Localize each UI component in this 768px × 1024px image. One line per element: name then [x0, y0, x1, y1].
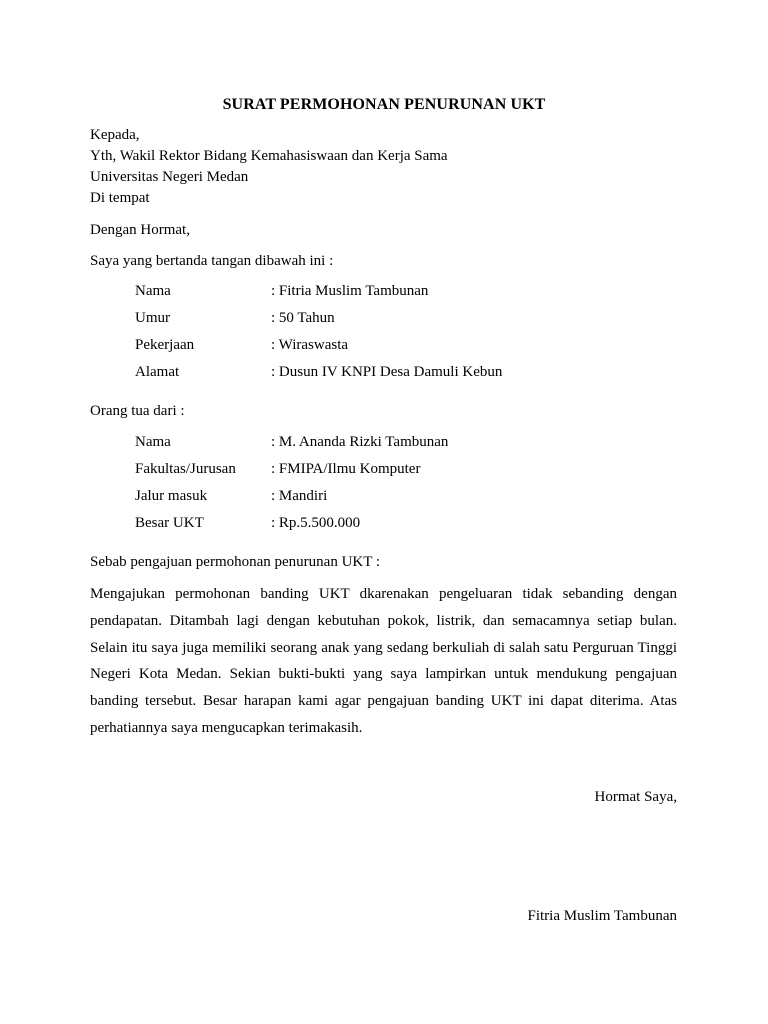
field-value: : Dusun IV KNPI Desa Damuli Kebun: [271, 364, 503, 380]
recipient-line: Kepada,: [90, 127, 140, 143]
recipient-line: Yth, Wakil Rektor Bidang Kemahasiswaan dan Kerja Sama: [90, 148, 448, 164]
field-label: Besar UKT: [135, 515, 204, 531]
applicant-row: [135, 335, 635, 362]
field-label: Nama: [135, 283, 171, 299]
field-label: Nama: [135, 434, 171, 450]
applicant-table: [135, 281, 635, 389]
closing-salutation: Hormat Saya,: [594, 789, 677, 805]
greeting: Dengan Hormat,: [90, 222, 190, 238]
student-row: [135, 459, 635, 486]
field-value: : 50 Tahun: [271, 310, 335, 326]
reason-paragraph: Mengajukan permohonan banding UKT dkarenakan pengeluaran tidak sebanding dengan pendapatan. Ditambah lagi dengan kebutuhan pokok, listrik, dan semacamnya setiap bulan. Selain itu saya juga memiliki seorang anak yang sedang berkuliah di salah satu Perguruan Tinggi Negeri Kota Medan. Sekian bukti-bukti yang saya lampirkan untuk mendukung pengajuan banding tersebut. Besar harapan kami agar pengajuan banding UKT ini dapat diterima. Atas perhatiannya saya mengucapkan terimakasih.: [90, 586, 677, 736]
field-value: : Rp.5.500.000: [271, 515, 361, 531]
applicant-row: [135, 362, 635, 389]
intro-line: Saya yang bertanda tangan dibawah ini :: [90, 253, 334, 269]
applicant-row: [135, 308, 635, 335]
student-row: [135, 513, 635, 540]
field-label: Umur: [135, 310, 170, 326]
student-row: [135, 486, 635, 513]
parent-of-line: Orang tua dari :: [90, 403, 185, 419]
field-label: Alamat: [135, 364, 180, 380]
student-table: [135, 432, 635, 540]
applicant-row: [135, 281, 635, 308]
field-label: Jalur masuk: [135, 488, 208, 504]
field-label: Fakultas/Jurusan: [135, 461, 236, 477]
recipient-block: [90, 125, 448, 209]
field-value: : M. Ananda Rizki Tambunan: [271, 434, 449, 450]
reason-heading: Sebab pengajuan permohonan penurunan UKT :: [90, 554, 381, 570]
field-value: : Mandiri: [271, 488, 328, 504]
field-value: : Wiraswasta: [271, 337, 349, 353]
student-row: [135, 432, 635, 459]
recipient-line: Di tempat: [90, 190, 150, 206]
field-value: : FMIPA/Ilmu Komputer: [271, 461, 421, 477]
field-label: Pekerjaan: [135, 337, 195, 353]
signer-name: Fitria Muslim Tambunan: [527, 908, 677, 924]
letter-title: SURAT PERMOHONAN PENURUNAN UKT: [222, 96, 546, 113]
recipient-line: Universitas Negeri Medan: [90, 169, 249, 185]
field-value: : Fitria Muslim Tambunan: [271, 283, 429, 299]
